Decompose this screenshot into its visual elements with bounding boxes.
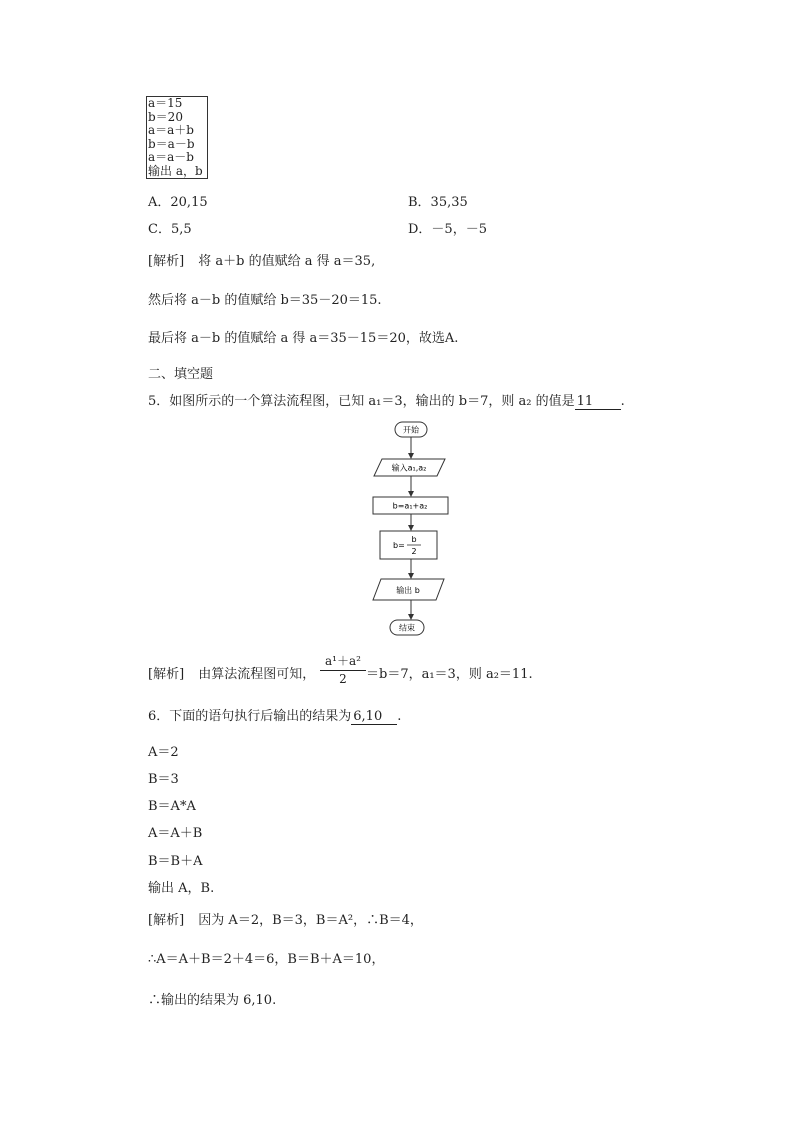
code-line: b＝a－b bbox=[148, 136, 195, 151]
option-c: C．5,5 bbox=[148, 222, 192, 237]
code-line: A＝A＋B bbox=[148, 826, 203, 841]
fraction bbox=[320, 652, 366, 686]
analysis-text: 由算法流程图可知， bbox=[198, 667, 316, 682]
flow-fraction-denominator: 2 bbox=[411, 547, 417, 556]
answer-blank: 11 bbox=[575, 394, 621, 410]
code-box bbox=[146, 96, 208, 179]
option-d: D．－5，－5 bbox=[408, 222, 487, 237]
code-line: A＝2 bbox=[148, 745, 179, 760]
flow-input-label: 输入a₁,a₂ bbox=[391, 463, 427, 473]
analysis-line: ∴输出的结果为 6,10. bbox=[148, 993, 277, 1008]
analysis-tag: [解析] bbox=[148, 667, 185, 682]
flow-process-label: b= bbox=[393, 541, 405, 550]
analysis-text: 因为 A＝2，B＝3，B＝A²，∴B＝4， bbox=[198, 913, 423, 928]
flow-start-label: 开始 bbox=[403, 425, 419, 435]
fraction-denominator: 2 bbox=[339, 672, 347, 686]
code-line: 输出 a，b bbox=[148, 163, 203, 178]
flow-process-label: b=a₁+a₂ bbox=[392, 501, 428, 511]
fraction-numerator: a¹＋a² bbox=[320, 652, 366, 671]
analysis-text: 将 a＋b 的值赋给 a 得 a＝35, bbox=[198, 254, 376, 269]
analysis-tag: [解析] bbox=[148, 254, 185, 269]
question-end: . bbox=[620, 394, 625, 409]
question-5 bbox=[148, 390, 625, 410]
option-a: A．20,15 bbox=[148, 195, 208, 210]
flowchart bbox=[360, 418, 460, 640]
question-end: . bbox=[397, 709, 402, 724]
analysis-line bbox=[148, 663, 315, 682]
option-b: B．35,35 bbox=[408, 195, 468, 210]
analysis-text: ＝b＝7，a₁＝3，则 a₂＝11. bbox=[366, 667, 533, 682]
analysis-tag: [解析] bbox=[148, 913, 185, 928]
code-line: 输出 A，B. bbox=[148, 881, 215, 896]
code-line: a＝a＋b bbox=[148, 123, 194, 137]
analysis-line: ∴A＝A＋B＝2＋4＝6，B＝B＋A＝10， bbox=[148, 952, 385, 967]
question-text: 5．如图所示的一个算法流程图，已知 a₁＝3，输出的 b＝7，则 a₂ 的值是 bbox=[148, 394, 575, 409]
flow-end-label: 结束 bbox=[399, 623, 415, 633]
code-line: B＝A*A bbox=[148, 799, 196, 814]
code-line: B＝B＋A bbox=[148, 854, 203, 869]
analysis-line bbox=[148, 909, 423, 928]
answer-blank: 6,10 bbox=[351, 709, 397, 725]
code-line: B＝3 bbox=[148, 772, 179, 787]
flow-output-label: 输出 b bbox=[396, 586, 420, 595]
code-line: b＝20 bbox=[148, 109, 183, 124]
code-line: a＝a－b bbox=[148, 150, 194, 164]
section-title: 二、填空题 bbox=[148, 367, 214, 382]
analysis-line: 最后将 a－b 的值赋给 a 得 a＝35－15＝20，故选A. bbox=[148, 331, 459, 346]
question-6 bbox=[148, 705, 401, 725]
flow-fraction-numerator: b bbox=[411, 535, 417, 544]
analysis-line bbox=[148, 250, 375, 269]
code-line: a＝15 bbox=[148, 96, 183, 110]
question-text: 6．下面的语句执行后输出的结果为 bbox=[148, 709, 352, 724]
analysis-line: 然后将 a－b 的值赋给 b＝35－20＝15. bbox=[148, 293, 382, 308]
